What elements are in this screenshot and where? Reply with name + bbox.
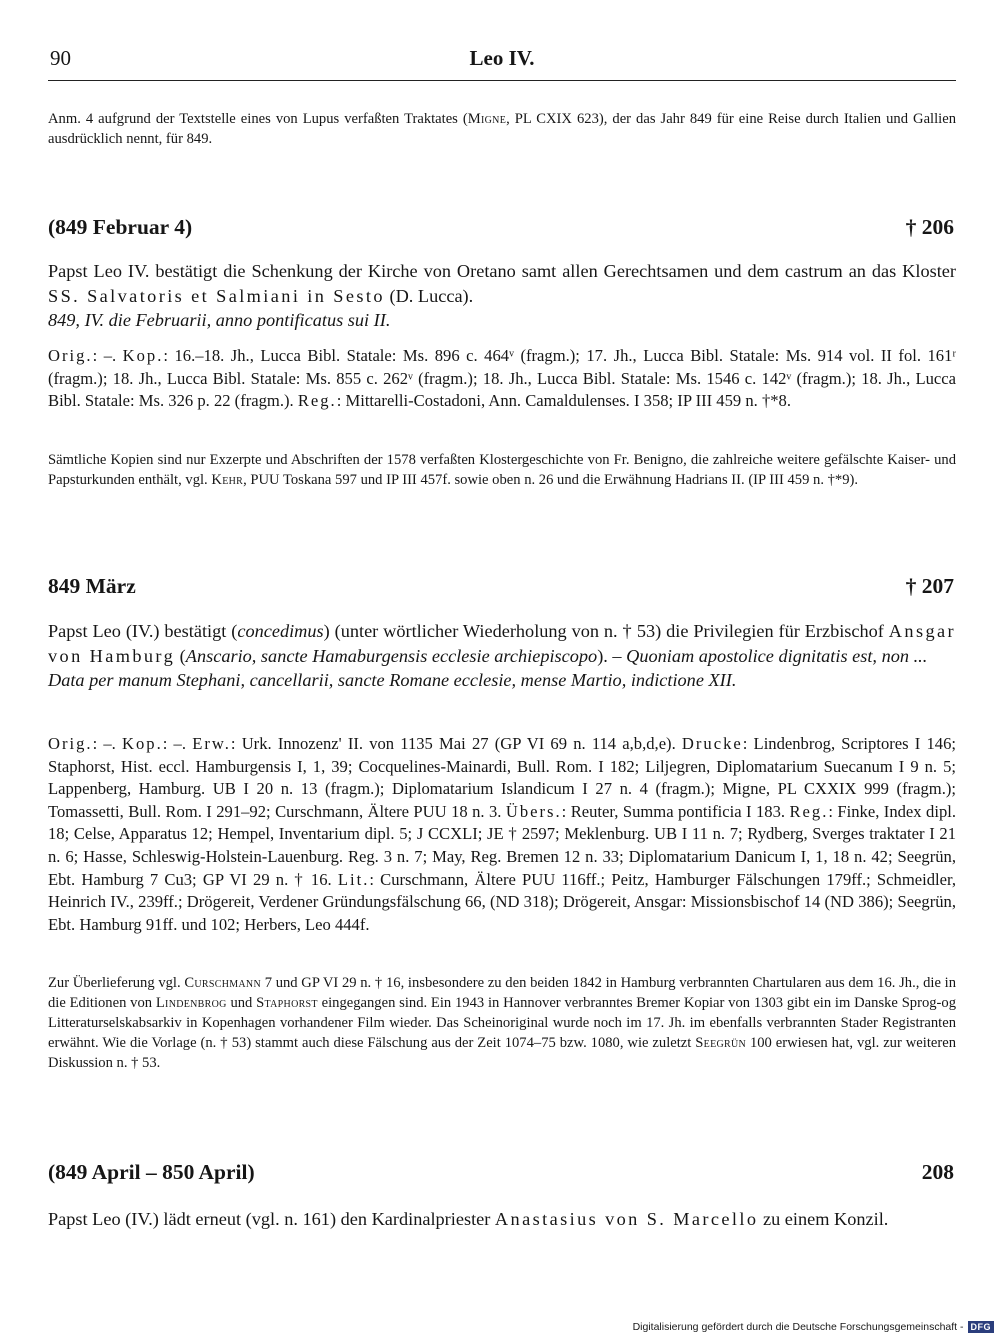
entry-date: (849 April – 850 April) <box>48 1160 255 1184</box>
entry-207-commentary: Zur Überlieferung vgl. Curschmann 7 und GP VI 29 n. † 16, insbesondere zu den beiden 1842 in Hamburg verbrannten Chartularen aus dem 16. Jh., die in die Editionen von Lindenbrog und Staphorst eingegangen sind. Ein 1943 in Hannover verbranntes Bremer Kopiar von 1303 gibt ein im Danske Sprog-og Litteraturselskabsarkiv in Kopenhagen vorhandener Film wieder. Das Scheinoriginal wurde noch im 17. Jh. im ebenfalls verbrannten Stader Registranten erwähnt. Wie die Vorlage (n. † 53) stammt auch diese Fälschung aus der Zeit 1074–75 bzw. 1080, wie zuletzt Seegrün 100 erwiesen hat, vgl. zur weiteren Diskussion n. † 53. <box>48 975 957 1071</box>
entry-206-tradition: Orig.: –. Kop.: 16.–18. Jh., Lucca Bibl. Statale: Ms. 896 c. 464ᵛ (fragm.); 17. Jh., Lucca Bibl. Statale: Ms. 914 vol. II fol. 161ʳ (fragm.); 18. Jh., Lucca Bibl. Statale: Ms. 855 c. 262ᵛ (fragm.); 18. Jh., Lucca Bibl. Statale: Ms. 1546 c. 142ᵛ (fragm.); 18. Jh., Lucca Bibl. Statale: Ms. 326 p. 22 (fragm.). Reg.: Mittarelli-Costadoni, Ann. Camaldulenses. I 358; IP III 459 n. †*8. <box>48 346 956 411</box>
page-header <box>48 44 956 82</box>
footer-credit: Digitalisierung gefördert durch die Deutsche Forschungsgemeinschaft - <box>632 1321 964 1333</box>
entry-number: † 206 <box>905 215 954 239</box>
entry-207-regest: Papst Leo (IV.) bestätigt (concedimus) (unter wörtlicher Wiederholung von n. † 53) die Privilegien für Erzbischof Ansgar von Hamburg (Anscario, sancte Hamaburgensis ecclesie archiepiscopo). – Quoniam apostolice dignitatis est, non ... Data per manum Stephani, cancellarii, sancte Romane ecclesie, mense Martio, indictione XII. <box>48 621 956 690</box>
entry-date: 849 März <box>48 574 136 598</box>
entry-206-commentary: Sämtliche Kopien sind nur Exzerpte und Abschriften der 1578 verfaßten Klostergeschichte von Fr. Benigno, die zahlreiche weitere gefälschte Kaiser- und Papsturkunden enthält, vgl. Kehr, PUU Toskana 597 und IP III 457f. sowie oben n. 26 und die Erwähnung Hadrians II. (IP III 459 n. †*9). <box>48 452 956 488</box>
entry-208-regest: Papst Leo (IV.) lädt erneut (vgl. n. 161) den Kardinalpriester Anastasius von S. Marcello zu einem Konzil. <box>48 1209 889 1229</box>
dfg-logo: DFG <box>968 1321 995 1333</box>
entry-date: (849 Februar 4) <box>48 215 193 239</box>
entry-number: † 207 <box>905 574 954 598</box>
entry-206-regest: Papst Leo IV. bestätigt die Schenkung der Kirche von Oretano samt allen Gerechtsamen und dem castrum an das Kloster SS. Salvatoris et Salmiani in Sesto (D. Lucca). 849, IV. die Februarii, anno pontificatus sui II. <box>48 261 956 330</box>
running-title: Leo IV. <box>469 46 535 70</box>
digitization-footer <box>633 1321 994 1333</box>
header-rule <box>48 80 956 81</box>
entry-206-heading <box>48 215 956 245</box>
entry-207-heading <box>48 574 956 604</box>
entry-206-dating: 849, IV. die Februarii, anno pontificatus sui II. <box>48 310 391 330</box>
previous-entry-note: Anm. 4 aufgrund der Textstelle eines von Lupus verfaßten Traktates (Migne, PL CXIX 623), der das Jahr 849 für eine Reise durch Italien und Gallien ausdrücklich nennt, für 849. <box>48 111 956 147</box>
entry-number: 208 <box>921 1160 954 1184</box>
entry-208-heading <box>48 1160 956 1190</box>
entry-207-incipit: Quoniam apostolice dignitatis est, non ... <box>626 645 928 666</box>
entry-207-tradition: Orig.: –. Kop.: –. Erw.: Urk. Innozenz' II. von 1135 Mai 27 (GP VI 69 n. 114 a,b,d,e). Drucke: Lindenbrog, Scriptores I 146; Staphorst, Hist. eccl. Hamburgensis I, 1, 39; Cocquelines-Mainardi, Bull. Rom. I 182; Liljegren, Diplomatarium Suecanum I 9 n. 5; Lappenberg, Hamburg. UB I 20 n. 13 (fragm.); Diplomatarium Islandicum I 27 n. 4 (fragm.); Migne, PL CXXIX 999 (fragm.); Tomassetti, Bull. Rom. I 291–92; Curschmann, Ältere PUU 18 n. 3. Übers.: Reuter, Summa pontificia I 183. Reg.: Finke, Index dipl. 18; Celse, Apparatus 12; Hempel, Inventarium dipl. 5; J CCXLI; JE † 2597; Meklenburg. UB I 11 n. 7; Rydberg, Sverges traktater I 21 n. 6; Hasse, Schleswig-Holstein-Lauenburg. Reg. 3 n. 7; May, Reg. Bremen 12 n. 33; Diplomatarium Danicum I, 1, 18 n. 42; Seegrün, Ebt. Hamburg 7 Cu3; GP VI 29 n. † 16. Lit.: Curschmann, Ältere PUU 116ff.; Peitz, Hamburger Fälschungen 179ff.; Schmeidler, Heinrich IV., 239ff.; Drögereit, Verdener Gründungsfälschung 66, (ND 318); Drögereit, Ansgar: Missionsbischof 14 (ND 386); Seegrün, Ebt. Hamburg 91ff. und 102; Herbers, Leo 444f. <box>48 734 956 934</box>
entry-207-dating: Data per manum Stephani, cancellarii, sancte Romane ecclesie, mense Martio, indictione XII. <box>48 670 737 690</box>
page-number: 90 <box>50 46 71 70</box>
